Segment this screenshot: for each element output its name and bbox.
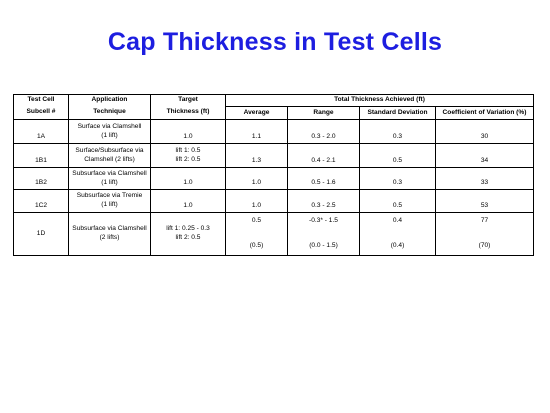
table-row xyxy=(14,168,534,190)
average-cell: 1.0 xyxy=(226,190,288,213)
technique-cell xyxy=(69,144,151,168)
header-technique: Technique xyxy=(69,107,151,120)
cov-cell: 33 xyxy=(436,168,534,190)
range-alt-value: (0.0 - 1.5) xyxy=(309,242,338,250)
average-value: 0.5 xyxy=(251,217,262,224)
technique-line: Subsurface via Clamshell xyxy=(72,169,147,177)
header-subcell: Subcell # xyxy=(14,107,69,120)
cap-thickness-table xyxy=(13,94,534,256)
header-average: Average xyxy=(226,107,288,120)
target-line: lift 1: 0.25 - 0.3 xyxy=(166,225,210,233)
technique-line: Subsurface via Clamshell xyxy=(72,225,147,233)
technique-cell xyxy=(69,213,151,256)
average-cell: 1.3 xyxy=(226,144,288,168)
std-dev-cell: 0.5 xyxy=(360,190,436,213)
slide-title: Cap Thickness in Test Cells xyxy=(107,28,443,56)
subcell-cell: 1D xyxy=(14,213,69,256)
technique-line: Subsurface via Tremie xyxy=(76,192,143,200)
average-cell xyxy=(226,213,288,256)
range-cell: 0.3 - 2.5 xyxy=(288,190,360,213)
std-dev-alt-value: (0.4) xyxy=(390,242,405,250)
table-row xyxy=(14,144,534,168)
header-test-cell: Test Cell xyxy=(14,95,69,107)
average-cell: 1.1 xyxy=(226,120,288,144)
cov-value: 77 xyxy=(480,217,489,224)
table-row xyxy=(14,120,534,144)
target-line: lift 2: 0.5 xyxy=(175,155,201,163)
target-cell: 1.0 xyxy=(151,168,226,190)
technique-line: (1 lift) xyxy=(101,178,118,186)
header-cov: Coefficient of Variation (%) xyxy=(436,107,534,120)
technique-line: (2 lifts) xyxy=(99,234,120,241)
range-cell: 0.5 - 1.6 xyxy=(288,168,360,190)
header-row-2 xyxy=(14,107,534,120)
header-target: Target xyxy=(151,95,226,107)
std-dev-cell xyxy=(360,213,436,256)
std-dev-cell: 0.5 xyxy=(360,144,436,168)
cov-cell xyxy=(436,213,534,256)
header-std-dev: Standard Deviation xyxy=(360,107,436,120)
cov-cell: 53 xyxy=(436,190,534,213)
technique-line: Surface/Subsurface via xyxy=(75,146,144,154)
target-line: lift 1: 0.5 xyxy=(175,146,201,154)
target-cell xyxy=(151,144,226,168)
header-total-thickness: Total Thickness Achieved (ft) xyxy=(226,95,534,107)
table-row xyxy=(14,213,534,256)
target-cell: 1.0 xyxy=(151,190,226,213)
technique-cell xyxy=(69,168,151,190)
technique-line: (1 lift) xyxy=(101,131,118,139)
table-row xyxy=(14,190,534,213)
average-alt-value: (0.5) xyxy=(249,242,264,250)
subcell-cell: 1B1 xyxy=(14,144,69,168)
technique-line: Surface via Clamshell xyxy=(77,122,142,130)
range-cell: 0.3 - 2.0 xyxy=(288,120,360,144)
cov-alt-value: (70) xyxy=(478,242,491,250)
target-cell xyxy=(151,213,226,256)
target-cell: 1.0 xyxy=(151,120,226,144)
std-dev-cell: 0.3 xyxy=(360,168,436,190)
target-line: lift 2: 0.5 xyxy=(175,234,201,241)
range-value: -0.3* - 1.5 xyxy=(309,217,338,224)
cov-cell: 30 xyxy=(436,120,534,144)
range-cell xyxy=(288,213,360,256)
subcell-cell: 1A xyxy=(14,120,69,144)
header-application: Application xyxy=(69,95,151,107)
std-dev-value: 0.4 xyxy=(392,217,403,224)
average-cell: 1.0 xyxy=(226,168,288,190)
header-thickness: Thickness (ft) xyxy=(151,107,226,120)
subcell-cell: 1C2 xyxy=(14,190,69,213)
technique-line: (1 lift) xyxy=(101,201,118,208)
header-range: Range xyxy=(288,107,360,120)
technique-line: Clamshell (2 lifts) xyxy=(84,155,135,163)
cov-cell: 34 xyxy=(436,144,534,168)
range-cell: 0.4 - 2.1 xyxy=(288,144,360,168)
technique-cell xyxy=(69,190,151,213)
std-dev-cell: 0.3 xyxy=(360,120,436,144)
technique-cell xyxy=(69,120,151,144)
subcell-cell: 1B2 xyxy=(14,168,69,190)
header-row-1 xyxy=(14,95,534,107)
